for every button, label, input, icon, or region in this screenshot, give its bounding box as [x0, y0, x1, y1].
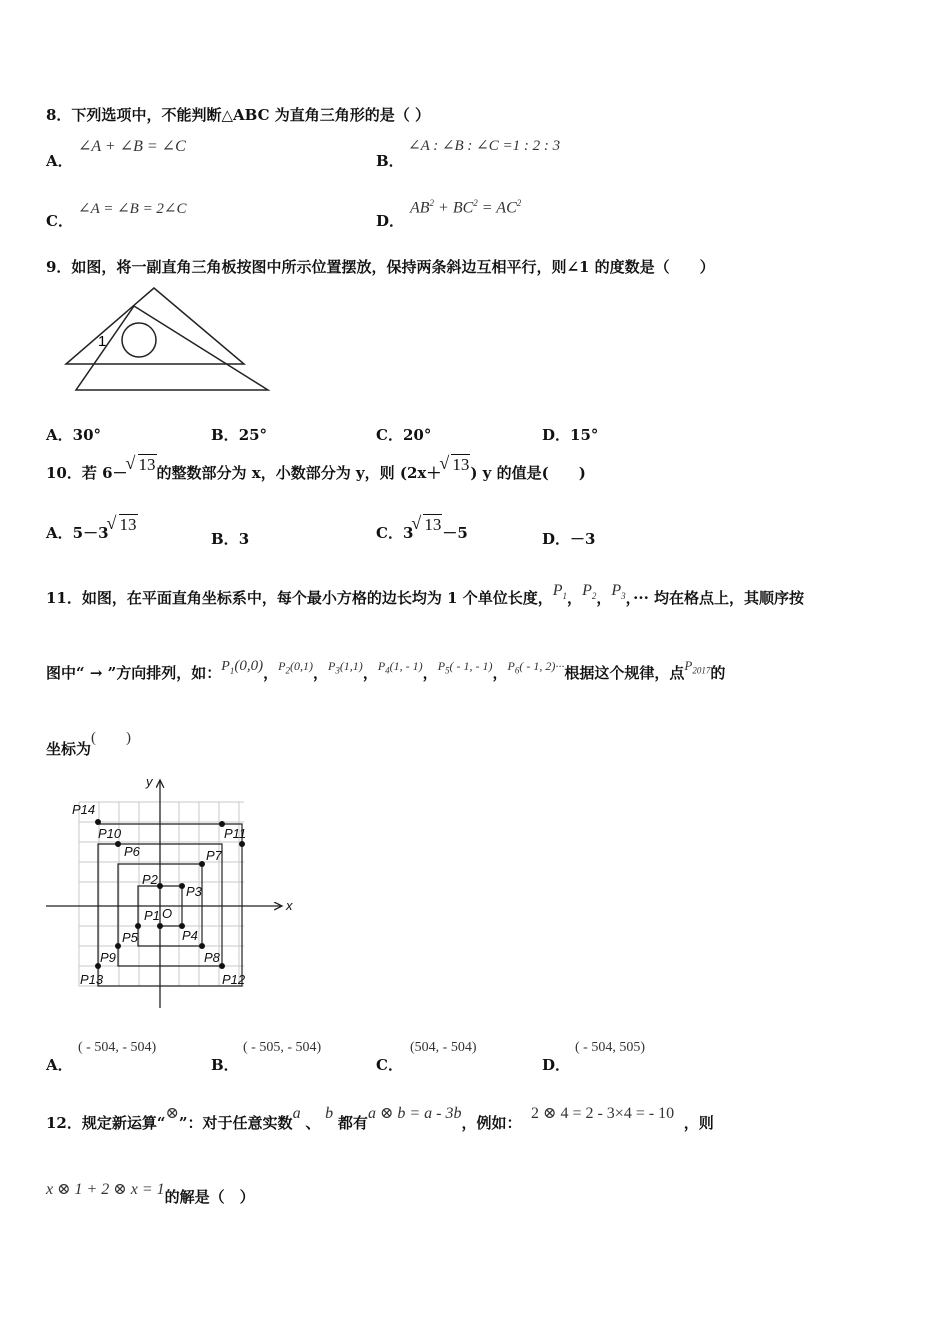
figure-labels — [72, 774, 293, 987]
origin-label: O — [162, 906, 173, 921]
svg-text:P13: P13 — [80, 972, 104, 987]
q10-option-b: B．3 — [211, 530, 250, 548]
triangle-hole — [122, 323, 156, 357]
q8-option-b-label: B． — [376, 152, 404, 170]
q9-stem: 9．如图，将一副直角三角板按图中所示位置摆放，保持两条斜边互相平行，则∠1 的度数是（ ） — [46, 258, 715, 276]
axis-label-y: y — [146, 774, 153, 789]
q11-option-b-label: B． — [211, 1056, 239, 1074]
q11-figure-grid — [44, 772, 294, 1012]
axis-label-x: x — [286, 898, 293, 913]
otimes-symbol: ⊗ — [165, 1105, 179, 1122]
svg-text:P10: P10 — [98, 826, 122, 841]
svg-text:P6: P6 — [124, 844, 140, 859]
triangle-upper — [66, 288, 244, 364]
q11-option-c-value: (504, - 504) — [410, 1040, 477, 1055]
q8-option-a-label: A． — [46, 152, 73, 170]
q10-stem: 10．若 6－√ 13的整数部分为 x，小数部分为 y，则 (2x＋√ 13) y 的值是( ) — [46, 462, 586, 483]
q8-option-c-expr: ∠A = ∠B = 2∠C — [78, 201, 187, 217]
q12-line1: 12．规定新运算“⊗”：对于任意实数a 、 b 都有a ⊗ b = a - 3b，例如： 2 ⊗ 4 = 2 - 3×4 = - 10 ，则 — [46, 1105, 714, 1132]
q8-stem: 8．下列选项中，不能判断△ABC 为直角三角形的是（ ） — [46, 106, 430, 124]
q8-option-d-expr: $AB^2 + BC^2 = AC^2$ — [410, 198, 522, 217]
svg-text:P8: P8 — [204, 950, 220, 965]
q9-option-a: A．30° — [46, 426, 102, 444]
svg-text:P4: P4 — [182, 928, 198, 943]
q8-option-b-expr: ∠A : ∠B : ∠C =1 : 2 : 3 — [408, 138, 561, 154]
svg-text:P2: P2 — [142, 872, 158, 887]
svg-text:P3: P3 — [186, 884, 202, 899]
q9-figure-triangles — [62, 284, 276, 396]
q9-option-b: B．25° — [211, 426, 268, 444]
svg-text:P9: P9 — [100, 950, 116, 965]
sqrt-13: √ 13 — [441, 455, 470, 475]
q9-option-c: C．20° — [376, 426, 432, 444]
q11-option-b-value: ( - 505, - 504) — [243, 1040, 322, 1055]
q12-line2: x ⊗ 1 + 2 ⊗ x = 1的解是（ ） — [46, 1181, 255, 1206]
q9-option-d: D．15° — [542, 426, 599, 444]
q11-option-d-value: ( - 504, 505) — [575, 1040, 645, 1055]
q8-option-c-label: C． — [46, 212, 73, 230]
svg-text:P11: P11 — [224, 826, 247, 841]
svg-text:P1: P1 — [144, 908, 160, 923]
q8-option-a-expr: ∠A + ∠B = ∠C — [78, 138, 186, 155]
svg-text:P7: P7 — [206, 848, 222, 863]
q10-option-a: A．5－3√ 13 — [46, 522, 138, 543]
q11-line1: 11．如图，在平面直角坐标系中，每个最小方格的边长均为 1 个单位长度，$P_1$，$P_2$，$P_3$，··· 均在格点上，其顺序按 — [46, 582, 805, 607]
sqrt-13: √ 13 — [128, 455, 157, 475]
q11-line2: 图中“ → ”方向排列，如：$P_1(0,0)$，$^{P_2(0,1)}$，$^{P_3(1,1)}$，$^{P_4(1, - 1)}$，$^{P_5( - 1, - 1)}$，$^{P_6( - 1, 2)\cdot\cdot\cdot}$根据这个规律，点$P_{2017}$的 — [46, 658, 726, 682]
angle-1-label: 1 — [98, 333, 107, 350]
q10-option-d: D．－3 — [542, 530, 596, 548]
q11-option-c-label: C． — [376, 1056, 403, 1074]
svg-text:P14: P14 — [72, 802, 96, 817]
svg-text:P12: P12 — [222, 972, 246, 987]
q11-option-d-label: D． — [542, 1056, 571, 1074]
q10-option-c: C．3√ 13－5 — [376, 522, 468, 543]
q11-line3: 坐标为( ) — [46, 730, 132, 758]
q8-option-d-label: D． — [376, 212, 405, 230]
q11-option-a-label: A． — [46, 1056, 73, 1074]
svg-text:P5: P5 — [122, 930, 138, 945]
q11-option-a-value: ( - 504, - 504) — [78, 1040, 157, 1055]
